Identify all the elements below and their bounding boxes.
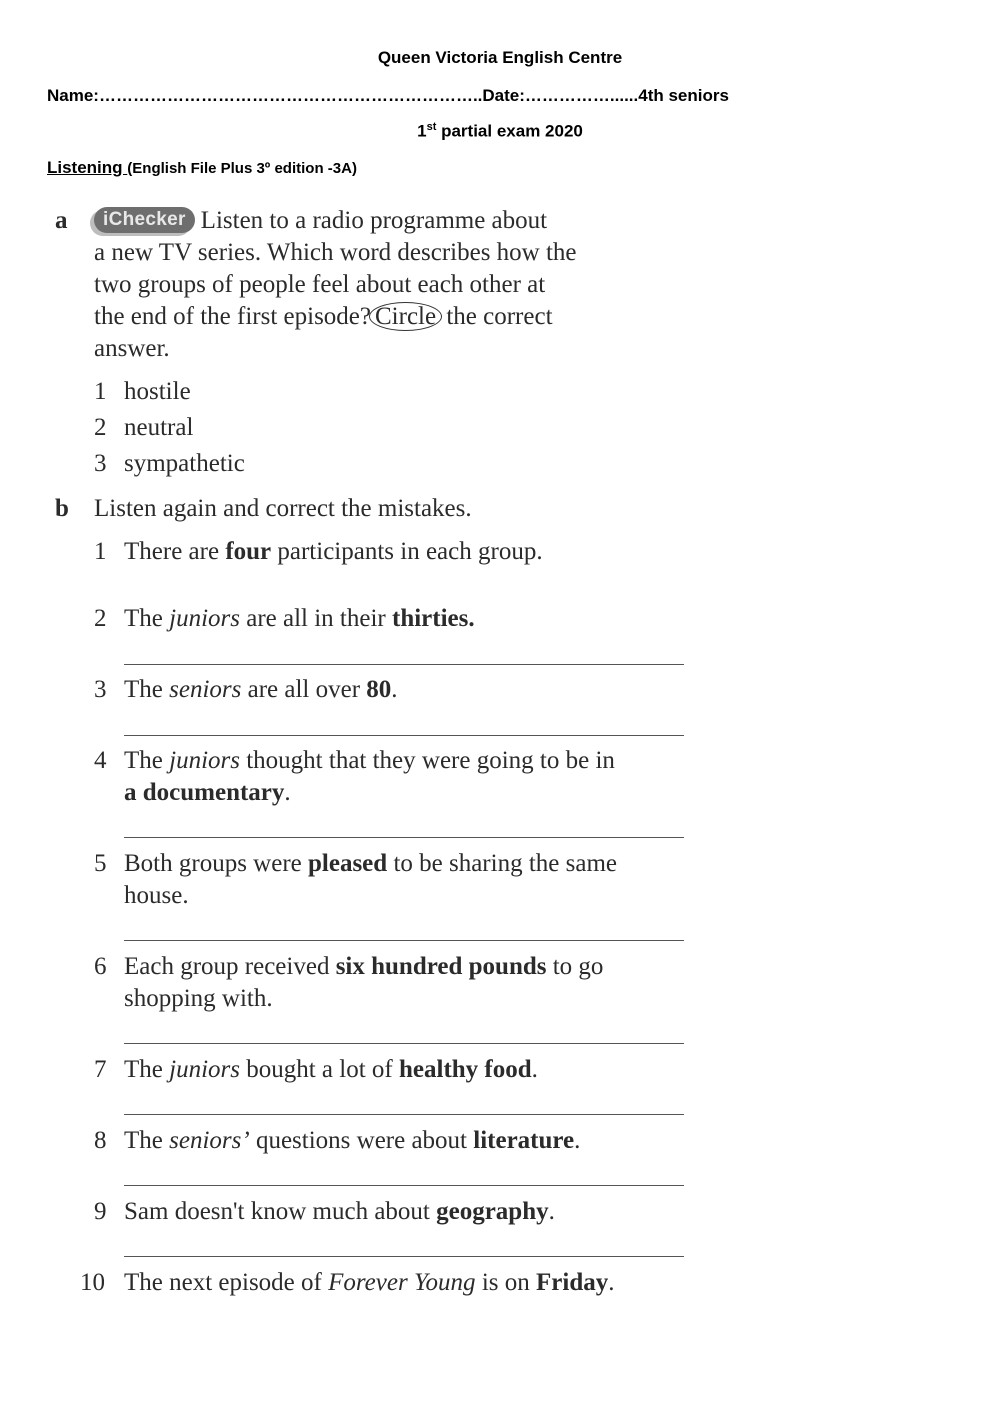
question-text: are all over	[241, 676, 367, 703]
question-text: is on	[475, 1269, 536, 1296]
exam-ordinal: 1	[417, 121, 427, 141]
question-text: .	[531, 1056, 538, 1083]
question-5-line-2: house.	[124, 882, 189, 909]
option-number: 1	[94, 378, 107, 405]
answer-line-5[interactable]	[124, 940, 684, 941]
question-text: .	[548, 1198, 555, 1225]
section-a-line-3: two groups of people feel about each other at	[94, 271, 546, 298]
question-number: 5	[94, 850, 107, 877]
answer-line-8[interactable]	[124, 1185, 684, 1186]
question-text: .	[608, 1269, 615, 1296]
italic-word: juniors	[169, 605, 240, 632]
option-3	[94, 448, 245, 480]
section-a-line-2: a new TV series. Which word describes how the	[94, 239, 577, 266]
question-number: 2	[94, 605, 107, 632]
question-text: to be sharing the same	[387, 850, 617, 877]
section-a-line-4	[94, 301, 553, 333]
answer-line-7[interactable]	[124, 1114, 684, 1115]
option-text: hostile	[124, 378, 191, 405]
question-text: .	[574, 1127, 581, 1154]
section-a-line-4-after: the correct	[440, 303, 553, 330]
answer-line-6[interactable]	[124, 1043, 684, 1044]
question-9	[94, 1196, 555, 1228]
question-text: participants in each group.	[271, 538, 543, 565]
mistake-word: pleased	[308, 850, 388, 877]
option-number: 3	[94, 450, 107, 477]
option-text: sympathetic	[124, 450, 245, 477]
question-6	[94, 951, 604, 983]
mistake-word: thirties.	[392, 605, 475, 632]
answer-line-2[interactable]	[124, 664, 684, 665]
italic-title: Forever Young	[328, 1269, 476, 1296]
question-text: The	[124, 1127, 170, 1154]
question-8	[94, 1125, 581, 1157]
question-text: The next episode of	[124, 1269, 329, 1296]
question-number: 1	[94, 538, 107, 565]
mistake-word: literature	[473, 1127, 575, 1154]
listening-label: Listening	[47, 158, 128, 177]
question-text: Each group received	[124, 953, 336, 980]
question-text: The	[124, 676, 170, 703]
question-text: Both groups were	[124, 850, 308, 877]
question-2	[94, 603, 475, 635]
listening-source: (English File Plus 3º edition -3A)	[127, 160, 357, 177]
question-text: The	[124, 605, 170, 632]
question-text: bought a lot of	[239, 1056, 399, 1083]
question-text: .	[391, 676, 398, 703]
ichecker-badge: iChecker	[94, 207, 195, 233]
question-text: thought that they were going to be in	[239, 747, 615, 774]
section-a-letter: a	[55, 207, 68, 234]
exam-title-rest: partial exam 2020	[436, 121, 583, 141]
question-text: to go	[546, 953, 604, 980]
italic-word: seniors’	[169, 1127, 250, 1154]
mistake-word: six hundred pounds	[335, 953, 547, 980]
exam-ordinal-suffix: st	[426, 121, 437, 133]
listening-heading	[47, 158, 357, 178]
section-b-letter: b	[55, 495, 69, 522]
question-text: questions were about	[249, 1127, 474, 1154]
section-a-line-5: answer.	[94, 335, 170, 362]
question-text: are all in their	[239, 605, 392, 632]
question-text: The	[124, 1056, 170, 1083]
question-text: There are	[124, 538, 226, 565]
mistake-word: four	[225, 538, 272, 565]
section-b-instruction: Listen again and correct the mistakes.	[94, 495, 472, 522]
question-number: 6	[94, 953, 107, 980]
question-number: 10	[80, 1269, 105, 1296]
italic-word: juniors	[169, 747, 240, 774]
italic-word: seniors	[169, 676, 242, 703]
school-title: Queen Victoria English Centre	[377, 48, 623, 67]
mistake-word: geography	[436, 1198, 549, 1225]
option-1	[94, 376, 191, 408]
question-10	[80, 1267, 615, 1299]
mistake-word: a documentary	[124, 779, 285, 806]
question-3	[94, 674, 398, 706]
exam-title	[0, 121, 1000, 142]
question-1	[94, 536, 543, 568]
mistake-word: 80	[366, 676, 392, 703]
option-text: neutral	[124, 414, 194, 441]
question-number: 9	[94, 1198, 107, 1225]
option-2	[94, 412, 193, 444]
question-5	[94, 848, 617, 880]
answer-line-4[interactable]	[124, 837, 684, 838]
italic-word: juniors	[169, 1056, 240, 1083]
section-a-line-4-before: the end of the first episode?	[94, 303, 371, 330]
circled-word: Circle	[369, 302, 442, 331]
question-number: 3	[94, 676, 107, 703]
question-4	[94, 745, 615, 777]
mistake-word: healthy food	[399, 1056, 532, 1083]
question-number: 8	[94, 1127, 107, 1154]
mistake-word: Friday	[536, 1269, 609, 1296]
answer-line-3[interactable]	[124, 735, 684, 736]
question-number: 4	[94, 747, 107, 774]
section-a-line-1	[94, 205, 547, 237]
section-a-line-1-text: Listen to a radio programme about	[200, 207, 548, 234]
name-date-line: Name:…………………………………………………………..Date:……………......4th seniors	[47, 86, 729, 105]
option-number: 2	[94, 414, 107, 441]
question-number: 7	[94, 1056, 107, 1083]
question-6-line-2: shopping with.	[124, 985, 273, 1012]
question-4-line-2	[124, 777, 291, 809]
question-text: .	[284, 779, 291, 806]
question-text: Sam doesn't know much about	[124, 1198, 437, 1225]
question-text: The	[124, 747, 170, 774]
answer-line-9[interactable]	[124, 1256, 684, 1257]
question-7	[94, 1054, 538, 1086]
